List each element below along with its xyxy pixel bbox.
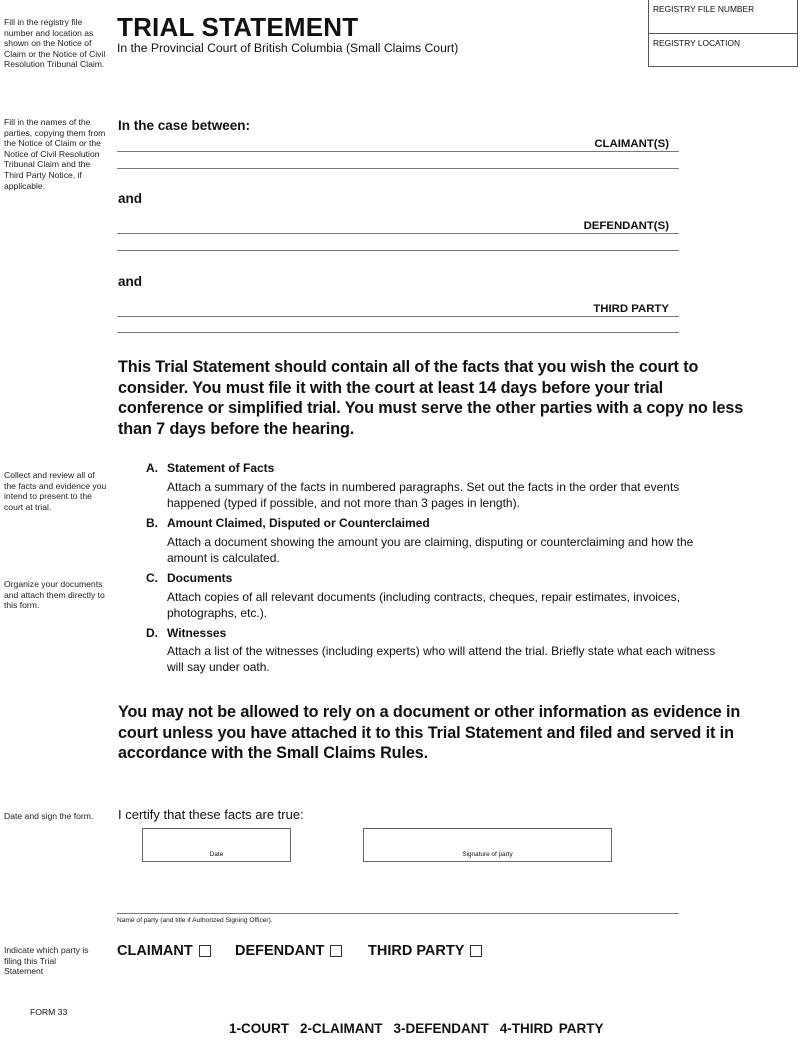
signature-caption: Signature of party [462,851,513,858]
side-note-filer: Indicate which party is filing this Trial Statement [4,945,89,977]
registry-file-number-field[interactable] [649,0,797,33]
side-note-registry: Fill in the registry file number and location as shown on the Notice of Claim or the Notice of Civil Resolution Tribunal Claim. [4,17,106,70]
item-c-letter: C. [146,571,158,585]
copy-distribution [229,1021,615,1036]
parties-heading: In the case between: [118,118,251,133]
and-label-2: and [118,274,143,289]
form-number: FORM 33 [30,1007,68,1017]
registry-file-number-label: REGISTRY FILE NUMBER [653,4,755,14]
copy-defendant: 3-DEFENDANT [393,1021,489,1036]
third-party-name-line-2[interactable] [117,332,679,333]
item-a-title: Statement of Facts [167,461,275,475]
filer-option-claimant [117,943,211,959]
date-caption: Date [209,851,224,858]
claimant-name-line-1[interactable] [117,151,679,152]
filer-third-party-label: THIRD PARTY [368,943,465,959]
item-c-description: Attach copies of all relevant documents (including contracts, cheques, repair estimates, invoices, photographs, etc.). [167,590,680,620]
item-b-title: Amount Claimed, Disputed or Counterclaimed [167,516,430,530]
filer-claimant-label: CLAIMANT [117,943,193,959]
third-party-label: THIRD PARTY [593,303,669,315]
copy-court: 1-COURT [229,1021,289,1036]
copy-claimant: 2-CLAIMANT [300,1021,383,1036]
date-field[interactable] [142,828,291,862]
filer-defendant-checkbox[interactable] [330,945,342,957]
defendant-label: DEFENDANT(S) [583,220,669,232]
copy-third-party: 4-THIRD PARTY [499,1021,604,1036]
page-title: TRIAL STATEMENT [117,12,359,42]
item-a-letter: A. [146,461,158,475]
side-note-sign: Date and sign the form. [4,811,94,821]
item-d-letter: D. [146,626,158,640]
filer-third-party-checkbox[interactable] [470,945,482,957]
side-note-documents: Organize your documents and attach them directly to this form. [4,579,105,611]
evidence-warning: You may not be allowed to rely on a document or other information as evidence in court unless you have attached it to this Trial Statement and filed and served it in accordance with the Small Claims Rules. [118,703,741,762]
registry-location-field[interactable] [649,33,797,66]
registry-box [648,0,798,67]
item-d-title: Witnesses [167,626,227,640]
item-b-description: Attach a document showing the amount you are claiming, disputing or counterclaiming and how the amount is calculated. [167,535,694,565]
filer-claimant-checkbox[interactable] [199,945,211,957]
claimant-name-line-2[interactable] [117,168,679,169]
filer-defendant-label: DEFENDANT [235,943,325,959]
certify-statement: I certify that these facts are true: [118,807,304,822]
item-a-description: Attach a summary of the facts in numbered paragraphs. Set out the facts in the order that events happened (typed if possible, and not more than 3 pages in length). [167,480,680,510]
side-note-parties: Fill in the names of the parties, copying them from the Notice of Claim or the Notice of Civil Resolution Tribunal Claim and the Third Party Notice, if applicable. [4,117,106,191]
party-name-caption: Name of party (and title if Authorized Signing Officer). [117,917,273,924]
claimant-label: CLAIMANT(S) [594,138,669,150]
filer-option-defendant [235,943,342,959]
third-party-name-line-1[interactable] [117,316,679,317]
page-subtitle: In the Provincial Court of British Columbia (Small Claims Court) [117,41,459,55]
item-d-description: Attach a list of the witnesses (including experts) who will attend the trial. Briefly state what each witness will say under oath. [167,644,716,674]
item-c-title: Documents [167,571,233,585]
defendant-name-line-2[interactable] [117,250,679,251]
filer-option-third-party [368,943,482,959]
signature-field[interactable] [363,828,612,862]
side-note-facts: Collect and review all of the facts and evidence you intend to present to the court at trial. [4,470,107,512]
and-label-1: and [118,191,143,206]
party-name-line[interactable] [117,913,679,914]
filing-notice: This Trial Statement should contain all of the facts that you wish the court to consider. You must file it with the court at least 14 days before your trial conference or simplified trial. You must serve the other parties with a copy no less than 7 days before the hearing. [118,358,744,438]
registry-location-label: REGISTRY LOCATION [653,38,741,48]
item-b-letter: B. [146,516,158,530]
defendant-name-line-1[interactable] [117,233,679,234]
